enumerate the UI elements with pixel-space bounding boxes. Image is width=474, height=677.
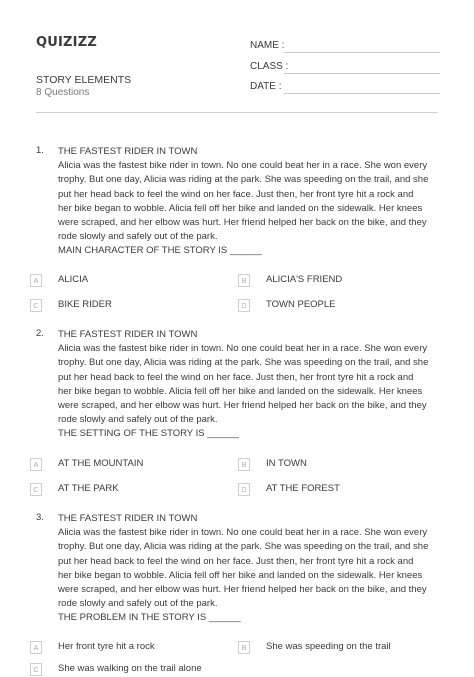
date-line xyxy=(284,93,440,94)
question-line: rode slowly and safely out of the park. xyxy=(58,231,218,243)
option-letter-box: A xyxy=(30,641,42,654)
question-prompt: THE SETTING OF THE STORY IS ______ xyxy=(58,428,239,440)
question-line: THE FASTEST RIDER IN TOWN xyxy=(58,329,198,340)
header-divider xyxy=(36,112,438,113)
name-label: NAME : xyxy=(250,40,285,51)
question-line: Alicia was the fastest bike rider in town. No one could beat her in a race. She won every xyxy=(58,343,428,355)
option-letter-box: B xyxy=(238,274,250,287)
question-text xyxy=(58,328,446,442)
class-label: CLASS : xyxy=(250,61,289,72)
question-number: 2. xyxy=(36,328,44,339)
question-prompt: MAIN CHARACTER OF THE STORY IS ______ xyxy=(58,245,262,257)
question-number: 3. xyxy=(36,512,44,523)
option-letter-box: A xyxy=(30,458,42,471)
question-line: were scraped, and her elbow was hurt. Her friend helped her back on the bike, and they xyxy=(58,400,427,412)
date-label: DATE : xyxy=(250,81,282,92)
option-letter-box: D xyxy=(238,299,250,312)
question-line: trophy. But one day, Alicia was riding at the park. She was speeding on the trail, and she xyxy=(58,174,429,186)
question-count: 8 Questions xyxy=(36,87,90,98)
question-line: rode slowly and safely out of the park. xyxy=(58,598,218,610)
option-text: AT THE PARK xyxy=(58,483,119,494)
option-letter-box: C xyxy=(30,299,42,312)
option-letter-box: D xyxy=(238,483,250,496)
option-text: ALICIA xyxy=(58,274,89,285)
question-line: her bike began to wobble. Alicia fell off her bike and landed on the sidewalk. Her knees xyxy=(58,202,423,214)
question-line: put her head back to feel the wind on her face. Just then, her front tyre hit a rock and xyxy=(58,188,414,200)
question-line: were scraped, and her elbow was hurt. Her friend helped her back on the bike, and they xyxy=(58,217,427,229)
option-letter-box: C xyxy=(30,663,42,676)
question-line: put her head back to feel the wind on her face. Just then, her front tyre hit a rock and xyxy=(58,371,414,383)
question-prompt: THE PROBLEM IN THE STORY IS ______ xyxy=(58,612,241,624)
question-line: Alicia was the fastest bike rider in town. No one could beat her in a race. She won every xyxy=(58,527,428,539)
question-text xyxy=(58,512,446,626)
question-line: trophy. But one day, Alicia was riding at the park. She was speeding on the trail, and she xyxy=(58,357,429,369)
question-line: Alicia was the fastest bike rider in town. No one could beat her in a race. She won every xyxy=(58,160,428,172)
option-text: Her front tyre hit a rock xyxy=(58,641,155,652)
name-field[interactable] xyxy=(250,40,440,54)
option-text: She was speeding on the trail xyxy=(266,641,391,652)
question-line: her bike began to wobble. Alicia fell off her bike and landed on the sidewalk. Her knees xyxy=(58,385,423,397)
class-field[interactable] xyxy=(250,61,440,75)
class-line xyxy=(284,73,440,74)
option-text: She was walking on the trail alone xyxy=(58,663,202,674)
option-letter-box: B xyxy=(238,641,250,654)
question-text xyxy=(58,145,446,259)
question-line: were scraped, and her elbow was hurt. Her friend helped her back on the bike, and they xyxy=(58,584,427,596)
quizizz-logo: QUIZIZZ xyxy=(36,35,97,50)
worksheet-title: STORY ELEMENTS xyxy=(36,74,132,86)
option-text: AT THE FOREST xyxy=(266,483,340,494)
question-line: her bike began to wobble. Alicia fell off her bike and landed on the sidewalk. Her knees xyxy=(58,569,423,581)
question-line: THE FASTEST RIDER IN TOWN xyxy=(58,146,198,157)
question-line: rode slowly and safely out of the park. xyxy=(58,414,218,426)
question-number: 1. xyxy=(36,145,44,156)
option-letter-box: C xyxy=(30,483,42,496)
date-field[interactable] xyxy=(250,81,440,95)
option-letter-box: A xyxy=(30,274,42,287)
option-text: BIKE RIDER xyxy=(58,299,112,310)
name-line xyxy=(284,52,440,53)
question-line: THE FASTEST RIDER IN TOWN xyxy=(58,513,198,524)
option-text: AT THE MOUNTAIN xyxy=(58,458,144,469)
option-text: ALICIA'S FRIEND xyxy=(266,274,343,285)
question-line: put her head back to feel the wind on her face. Just then, her front tyre hit a rock and xyxy=(58,555,414,567)
option-text: IN TOWN xyxy=(266,458,307,469)
question-line: trophy. But one day, Alicia was riding at the park. She was speeding on the trail, and she xyxy=(58,541,429,553)
option-letter-box: B xyxy=(238,458,250,471)
option-text: TOWN PEOPLE xyxy=(266,299,336,310)
